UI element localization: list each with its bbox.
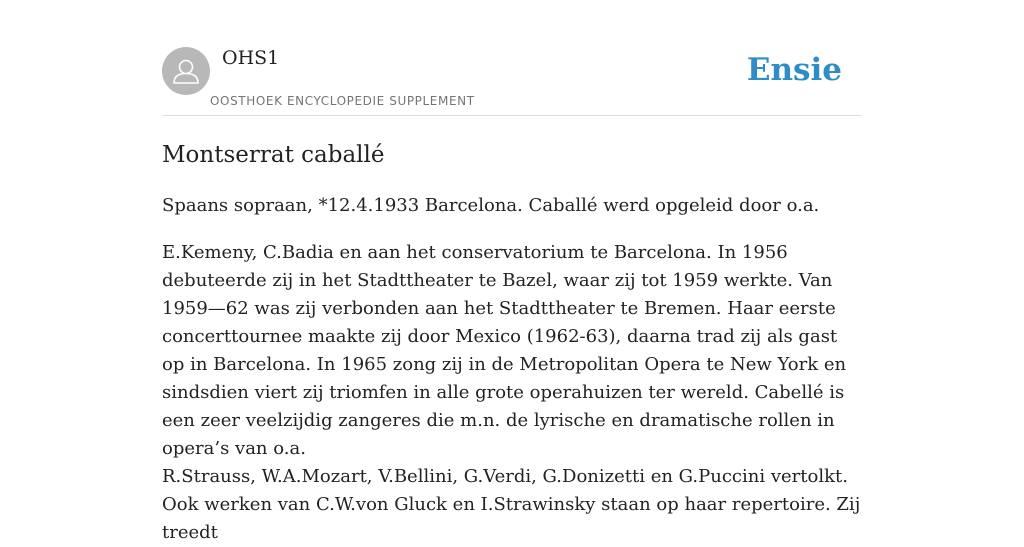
article-paragraph: E.Kemeny, C.Badia en aan het conservatorium te Barcelona. In 1956 debuteerde zij in het Stadttheater te Bazel, waar zij tot 1959 werkte. Van 1959—62 was zij verbonden aan het Stadttheater te Bremen. Haar eerste concerttournee maakte zij door Mexico (1962-63), daarna trad zij als gast op in Barcelona. In 1965 zong zij in de Metropolitan Opera te New York en sindsdien viert zij triomfen in alle grote operahuizen ter wereld. Cabellé is een zeer veelzijdig zangeres die m.n. de lyrische en dramatische rollen in opera’s van o.a.: [162, 242, 847, 459]
article-title: Montserrat caballé: [162, 142, 385, 168]
avatar[interactable]: [162, 47, 210, 95]
article-paragraph: R.Strauss, W.A.Mozart, V.Bellini, G.Verdi, G.Donizetti en G.Puccini vertolkt. Ook werken van C.W.von Gluck en I.Strawinsky staan op haar repertoire. Zij treedt: [162, 466, 861, 543]
source-label[interactable]: OOSTHOEK ENCYCLOPEDIE SUPPLEMENT: [210, 94, 475, 108]
ensie-logo[interactable]: Ensie: [746, 52, 842, 88]
article-paragraph: Spaans sopraan, *12.4.1933 Barcelona. Caballé werd opgeleid door o.a.: [162, 195, 820, 216]
user-outline-icon: [162, 47, 210, 95]
content-container: [162, 0, 862, 543]
author-name[interactable]: OHS1: [222, 47, 280, 69]
author-header: [162, 0, 862, 116]
